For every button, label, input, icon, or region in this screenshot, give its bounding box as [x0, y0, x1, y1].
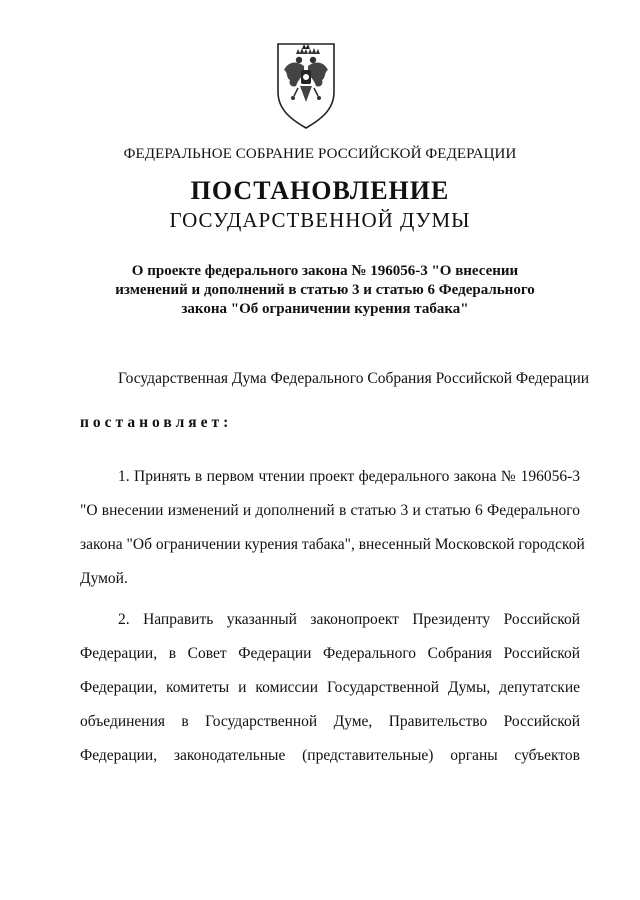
subject-line: О проекте федерального закона № 196056-3 "О внесении	[131, 263, 519, 279]
paragraph-line: 1. Принять в первом чтении проект федерального закона № 196056-3	[118, 468, 580, 485]
document-title: ПОСТАНОВЛЕНИЕ	[190, 176, 450, 205]
resolves-word: постановляет:	[80, 414, 233, 431]
russian-coat-of-arms-icon	[274, 40, 338, 132]
paragraph-line: Думой.	[80, 570, 128, 587]
document-subtitle: ГОСУДАРСТВЕННОЙ ДУМЫ	[169, 208, 471, 232]
paragraph-line: 2. Направить указанный законопроект Президенту Российской	[118, 611, 580, 628]
paragraph-line: объединения в Государственной Думе, Правительство Российской	[80, 713, 580, 730]
paragraph-line: Федерации, законодательные (представительные) органы субъектов	[80, 747, 580, 764]
subject-line: закона "Об ограничении курения табака"	[181, 301, 469, 317]
document-subject	[90, 262, 560, 319]
paragraph-line: закона "Об ограничении курения табака", внесенный Московской городской	[80, 536, 585, 553]
paragraph-2	[80, 603, 580, 773]
paragraph-1	[80, 460, 585, 596]
subject-line: изменений и дополнений в статью 3 и статью 6 Федерального	[115, 282, 535, 298]
preamble-text: Государственная Дума Федерального Собрания Российской Федерации	[118, 370, 590, 387]
organization-name: ФЕДЕРАЛЬНОЕ СОБРАНИЕ РОССИЙСКОЙ ФЕДЕРАЦИИ	[123, 146, 517, 162]
paragraph-line: Федерации, комитеты и комиссии Государственной Думы, депутатские	[80, 679, 580, 696]
paragraph-line: Федерации, в Совет Федерации Федерального Собрания Российской	[80, 645, 580, 662]
paragraph-line: "О внесении изменений и дополнений в статью 3 и статью 6 Федерального	[80, 502, 580, 519]
